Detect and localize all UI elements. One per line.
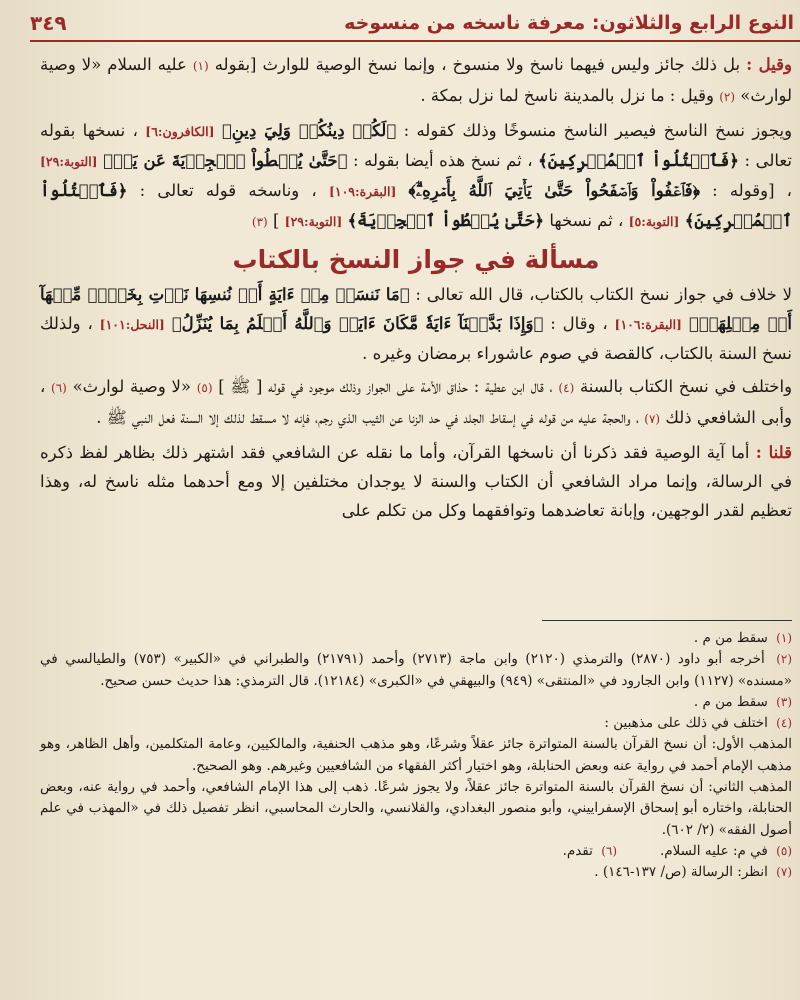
paragraph-5 (40, 438, 792, 525)
footnote-divider (542, 620, 792, 621)
footnote-marker: (١) (192, 59, 209, 73)
quran-verse: ﴿فَٱقۡتُلُواْ ٱلۡمُشۡرِكِينَ﴾ (538, 151, 739, 170)
quran-verse: ﴿مَا نَنسَخۡ مِنۡ ءَايَةٍ أَوۡ نُنسِهَا نَأۡتِ بِخَيۡرٖ مِّنۡهَآ أَوۡ مِثۡلِهَآۗ﴾ (40, 285, 792, 333)
footnote-number: (٦) (601, 843, 618, 858)
text-span: ، قال ابن عطية : حذاق الأمة على الجواز وذلك موجود في قوله [ ﷺ ] (218, 377, 553, 396)
quran-verse: ﴿حَتَّىٰ يُعۡطُواْ ٱلۡجِزۡيَةَ﴾ (347, 211, 545, 230)
footnotes (40, 628, 792, 884)
paragraph-4 (40, 372, 792, 434)
footnote-text: في م: عليه السلام. (659, 842, 768, 859)
footnote-text: المذهب الأول: أن نسخ القرآن بالسنة المتواترة جائز عقلاً وشرعًا، وهو مذهب الحنفية، والمالكيين، وعامة المتكلمين، وأهل الظاهر، وهو مذهب الإمام أحمد في رواية عنه وبعض الحنابلة، وهو اختيار أكثر الفقهاء من الشافعيين وغيرهم. وهو الصحيح. (40, 736, 792, 774)
text-span: لا خلاف في جواز نسخ الكتاب بالكتاب، قال الله تعالى : (415, 285, 792, 304)
footnote (40, 628, 792, 649)
text-span: ويجوز نسخ الناسخ فيصير الناسخ منسوخًا وذلك كقوله : (403, 121, 793, 140)
verse-reference: [الكافرون:٦] (145, 124, 215, 139)
footnote-number: (٧) (776, 865, 792, 880)
text-span: عليه السلام «لا وصية لوارث» (40, 55, 792, 105)
verse-reference: [التوبة:٢٩] (284, 214, 343, 229)
text-span: ، [وقوله : (712, 181, 792, 200)
verse-reference: [البقرة:١٠٦] (614, 317, 682, 332)
text-span: ، ثم نسخ هذه أيضا بقوله : (353, 151, 533, 170)
paragraph-2 (40, 116, 792, 237)
verse-reference: [التوبة:٥] (628, 214, 680, 229)
quran-verse: ﴿لَكُمۡ دِينُكُمۡ وَلِيَ دِينِ﴾ (221, 121, 397, 140)
verse-reference: [النحل:١٠١] (99, 317, 165, 332)
hadith-quote: «لا وصية لوارث» (72, 377, 191, 396)
text-span: ، ولذلك نسخ السنة بالكتاب، كالقصة في صوم عاشوراء برمضان وغيره . (40, 314, 792, 363)
text-span: ] (272, 211, 280, 230)
paragraph-lead: وقيل : (746, 55, 793, 74)
text-span: بل ذلك جائز وليس فيهما ناسخ ولا منسوخ ، وإنما نسخ الوصية للوارث [بقوله (214, 55, 741, 74)
footnote-text: سقط من م . (693, 693, 768, 710)
footnote-number: (٥) (776, 843, 792, 858)
footnote-number: (٤) (776, 716, 792, 731)
quran-verse: ﴿فَٱقۡتُلُواْ ٱلۡمُشۡرِكِينَ﴾ (40, 181, 792, 230)
text-span: ، وقال : (550, 314, 608, 333)
text-span: ، ثم نسخها (549, 211, 624, 230)
verse-reference: [البقرة:١٠٩] (328, 184, 397, 199)
quran-verse: ﴿وَإِذَا بَدَّلۡنَآ ءَايَةٗ مَّكَانَ ءَايَةٖ وَٱللَّهُ أَعۡلَمُ بِمَا يُنَزِّلُ﴾ (171, 314, 544, 333)
text-span: واختلف في نسخ الكتاب بالسنة (579, 377, 793, 396)
footnote-text: سقط من م . (693, 630, 768, 646)
text-span: أما آية الوصية فقد ذكرنا أن ناسخها القرآن، وأما ما نقله عن الشافعي فقد اشتهر ذلك بظاهر لفظ ذكره في الرسالة، وإنما مراد الشافعي أن الكتاب والسنة لا يوجدان مختلفين إلا ومع أحدهما مثله ناسخ له، وهذا تعظيم لقدر الوجهين، وإبانة تعاضدهما وتوافقهما وكل من تكلم على (40, 443, 792, 520)
text-span: ، نسخها بقوله تعالى : (40, 121, 792, 170)
footnote-text: المذهب الثاني: أن نسخ القرآن بالسنة المتواترة جائز عقلاً، ولا يجوز شرعًا. ذهب إلى هذا الإمام الشافعي، وأحمد في رواية عنه، وبعض الحنابلة، واختاره أبو إسحاق الإسفراييني، وأبو منصور البغدادي، والقلانسي، والحارث المحاسبي، انظر تفصيل ذلك في «المهذب في علم أصول الفقه» (٢/ ٦٠٢). (40, 779, 792, 838)
text-span: ، والحجة عليه من قوله في إسقاط الجلد في حد الزنا عن الثيب الذي رجم، فإنه لا مسقط لذلك إلا السنة فعل النبي ﷺ . (96, 408, 640, 427)
text-span: وقيل : ما نزل بالمدينة ناسخ لما نزل بمكة . (420, 86, 714, 105)
text-span: ، وأبى الشافعي ذلك (40, 377, 792, 427)
footnote-number: (٣) (776, 694, 792, 709)
footnote-marker: (٤) (558, 381, 575, 395)
text-span: ، وناسخه قوله تعالى : (139, 181, 317, 200)
footnote-number: (٢) (776, 652, 793, 667)
footnote-text: انظر: الرسالة (ص/ ١٣٧-١٤٦) . (594, 864, 768, 881)
footnote (40, 692, 792, 713)
paragraph-3 (40, 280, 792, 368)
footnote-number: (١) (776, 631, 792, 645)
footnote-marker: (٣) (251, 215, 268, 229)
paragraph-lead: قلنا : (755, 443, 792, 462)
footnote (40, 862, 792, 883)
footnote (40, 777, 792, 841)
page-number: ٣٤٩ (30, 11, 67, 35)
footnote-text: أخرجه أبو داود (٢٨٧٠) والترمذي (٢١٢٠) وابن ماجة (٢٧١٣) وأحمد (٢١٧٩١) والطبراني في «الكبير» (٧٥٣) والطيالسي في «مسنده» (١١٢٧) وابن الجارود في «المنتقى» (٩٤٩) والبيهقي في «الكبرى» (١٢١٨٤). قال الترمذي: هذا حديث حسن صحيح. (40, 651, 792, 689)
header-title: النوع الرابع والثلاثون: معرفة ناسخه من منسوخه (344, 12, 794, 34)
footnote-marker: (٦) (51, 381, 67, 395)
quran-verse: ﴿فَٱعۡفُواْ وَٱصۡفَحُواْ حَتَّىٰ يَأۡتِيَ ٱللَّهُ بِأَمۡرِهِۦٓۗ﴾ (408, 181, 700, 200)
footnote (40, 713, 792, 734)
main-text (40, 50, 792, 529)
footnote-marker: (٥) (196, 381, 213, 395)
footnote (40, 649, 792, 692)
quran-verse: ﴿حَتَّىٰ يُعۡطُواْ ٱلۡجِزۡيَةَ عَن يَدٖ﴾ (103, 151, 348, 170)
footnote-text: اختلف في ذلك على مذهبين : (604, 715, 768, 732)
running-header (30, 6, 800, 42)
paragraph-1 (40, 50, 792, 112)
verse-reference: [التوبة:٢٩] (40, 154, 98, 169)
footnote (40, 734, 792, 777)
footnote-text: تقدم. (562, 842, 593, 859)
footnote-marker: (٢) (719, 90, 736, 104)
footnote (40, 841, 792, 862)
footnote-marker: (٧) (644, 412, 661, 426)
section-heading: مسألة في جواز النسخ بالكتاب (232, 245, 600, 274)
